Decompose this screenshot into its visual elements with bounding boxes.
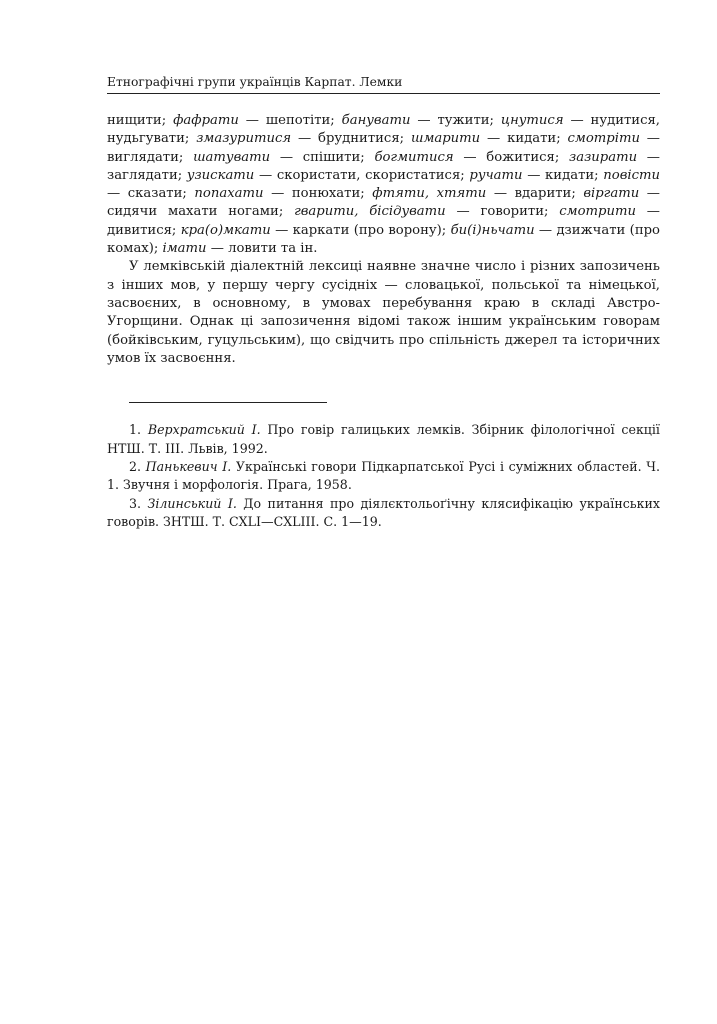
footnote-author: Верхратський І. xyxy=(147,422,261,438)
gloss-text: — сидячи махати ногами; xyxy=(107,186,660,220)
gloss-text: — тужити; xyxy=(410,113,501,128)
footnote-number: 2. xyxy=(129,458,146,474)
dialect-word: банувати xyxy=(341,113,411,128)
dialect-word: шмарити xyxy=(410,131,481,147)
footnote-3 xyxy=(107,495,660,532)
dialect-word: кра(о)мкати xyxy=(180,222,271,238)
gloss-text: — сказати; xyxy=(107,186,195,202)
gloss-text: — дзижчати (про комах); xyxy=(107,222,660,257)
gloss-text: — ловити та ін. xyxy=(206,241,318,257)
gloss-text: — понюхати; xyxy=(263,186,373,202)
dialect-word: імати xyxy=(162,241,207,257)
footnote-1 xyxy=(107,421,660,458)
gloss-text: — божитися; xyxy=(453,149,570,165)
footnote-number: 3. xyxy=(129,495,148,511)
dialect-word: шатувати xyxy=(193,149,271,165)
dialect-word: смотрити xyxy=(559,204,636,220)
dialect-word: богмитися xyxy=(374,149,454,165)
gloss-text: — кидати; xyxy=(522,167,604,183)
paragraph-borrowings: У лемківській діалектній лексиці наявне значне число і різних запозичень з інших мов, у першу чергу сусідніх — словацької, польської та німецької, засвоєних, в основному, в умовах перебування краю в складі Австро-Угорщини. Однак ці запозичення відомі також іншим українським говорам (бойківським, гуцульським), що свідчить про спільність джерел та історичних умов їх засвоєння. xyxy=(107,259,660,366)
dialect-word: повісти xyxy=(603,167,660,183)
gloss-text: — виглядати; xyxy=(107,131,660,165)
gloss-text: — бруднитися; xyxy=(291,131,411,147)
gloss-text: — скористати, скористатися; xyxy=(254,167,470,183)
page xyxy=(107,74,660,532)
footnote-text: Про говір галицьких лемків. Збірник філологічної секції НТШ. Т. ІІІ. Львів, 1992. xyxy=(107,422,660,456)
footnote-number: 1. xyxy=(129,422,148,438)
dialect-word: узискати xyxy=(186,167,255,183)
gloss-text: — каркати (про ворону); xyxy=(270,222,451,238)
dialect-word: цнутися xyxy=(500,113,564,128)
gloss-text: — заглядати; xyxy=(107,149,660,183)
footnotes xyxy=(107,421,660,531)
gloss-text: — кидати; xyxy=(480,131,568,147)
footnote-author: Панькевич І. xyxy=(145,458,232,474)
dialect-word: ручати xyxy=(469,167,523,183)
paragraph-lexicon xyxy=(107,112,660,258)
running-header: Етнографічні групи українців Карпат. Лемки xyxy=(107,74,660,94)
footnote-author: Зілинський І. xyxy=(147,495,237,511)
dialect-word: попахати xyxy=(194,186,264,202)
footnote-separator xyxy=(129,402,327,403)
footnote-2 xyxy=(107,458,660,495)
dialect-word: фтяти, хтяти xyxy=(372,186,487,202)
body-text xyxy=(107,112,660,368)
dialect-word: віргати xyxy=(583,186,640,202)
dialect-word: змазуритися xyxy=(196,131,292,147)
gloss-text: — шепотіти; xyxy=(238,113,342,128)
gloss-text: — вдарити; xyxy=(486,186,584,202)
gloss-text: — дивитися; xyxy=(107,204,660,238)
dialect-word: гварити, бісідувати xyxy=(294,204,446,220)
gloss-text: — говорити; xyxy=(445,204,560,220)
dialect-word: смотріти xyxy=(567,131,640,147)
dialect-word: зазирати xyxy=(569,149,638,165)
gloss-text: нищити; xyxy=(107,113,174,128)
gloss-text: — нудитися, нудьгувати; xyxy=(107,113,660,147)
dialect-word: фафрати xyxy=(173,113,239,128)
dialect-word: би(і)ньчати xyxy=(450,222,535,238)
footnote-text: До питання про діялєктольоґічну клясифікацію українських говорів. ЗНТШ. Т. CXLI—CXLIII. С. 1—19. xyxy=(107,495,660,530)
footnote-text: Українські говори Підкарпатської Русі і суміжних областей. Ч. 1. Звучня і морфологія. Прага, 1958. xyxy=(107,458,660,493)
gloss-text: — спішити; xyxy=(270,149,375,165)
